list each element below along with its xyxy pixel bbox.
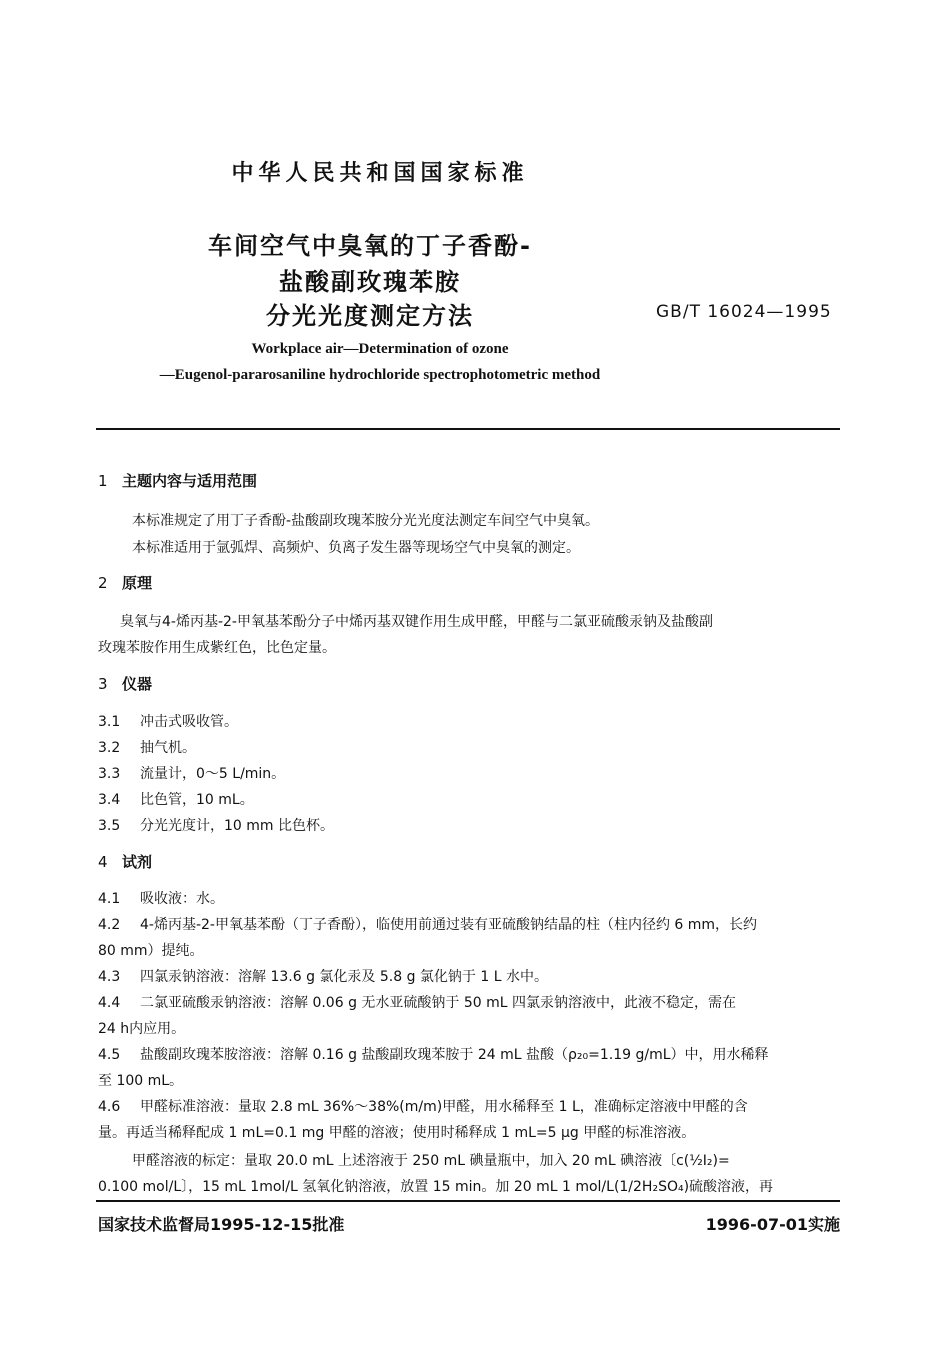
section-4-heading [98, 851, 152, 872]
list-item [98, 888, 224, 908]
list-item [98, 914, 757, 934]
item-text: 盐酸副玫瑰苯胺溶液：溶解 0.16 g 盐酸副玫瑰苯胺于 24 mL 盐酸（ρ₂₀=1.19 g/mL）中，用水稀释 [140, 1047, 769, 1063]
item-text: 甲醛标准溶液：量取 2.8 mL 36%～38%(m/m)甲醛，用水稀释至 1 L，准确标定溶液中甲醛的含 [140, 1099, 748, 1115]
item-number: 3.3 [98, 766, 121, 782]
item-number: 4.4 [98, 995, 121, 1011]
section-2-heading [98, 572, 152, 593]
item-continuation: 24 h内应用。 [98, 1021, 186, 1037]
item-number: 4.1 [98, 891, 121, 907]
item-text: 吸收液：水。 [140, 891, 224, 907]
section-title: 主题内容与适用范围 [122, 472, 258, 490]
item-number: 4.2 [98, 917, 121, 933]
list-item [98, 1044, 769, 1064]
item-text: 冲击式吸收管。 [140, 714, 238, 730]
section-number: 4 [98, 853, 108, 871]
item-number: 3.4 [98, 792, 121, 808]
item-text: 抽气机。 [140, 740, 196, 756]
item-number: 3.5 [98, 818, 121, 834]
paragraph-line: 臭氧与4-烯丙基-2-甲氧基苯酚分子中烯丙基双键作用生成甲醛，甲醛与二氯亚硫酸汞钠及盐酸副 [120, 614, 713, 630]
list-item [98, 815, 334, 835]
list-item [98, 789, 254, 809]
list-item [98, 992, 736, 1012]
list-item [98, 711, 238, 731]
item-number: 3.1 [98, 714, 121, 730]
section-1-heading [98, 470, 257, 491]
section-number: 1 [98, 472, 108, 490]
item-text: 比色管，10 mL。 [140, 792, 254, 808]
item-text: 4-烯丙基-2-甲氧基苯酚（丁子香酚），临使用前通过装有亚硫酸钠结晶的柱（柱内径约 6 mm，长约 [140, 917, 758, 933]
list-item [98, 737, 196, 757]
national-standard-label: 中华人民共和国国家标准 [231, 161, 529, 186]
header-divider [96, 428, 840, 430]
item-text: 四氯汞钠溶液：溶解 13.6 g 氯化汞及 5.8 g 氯化钠于 1 L 水中。 [140, 969, 548, 985]
english-title-line-1: Workplace air—Determination of ozone [251, 341, 509, 357]
footer-divider [96, 1200, 840, 1202]
approval-date: 国家技术监督局1995-12-15批准 [98, 1215, 345, 1234]
item-number: 4.6 [98, 1099, 121, 1115]
section-title: 仪器 [122, 675, 153, 693]
item-text: 分光光度计，10 mm 比色杯。 [140, 818, 334, 834]
section-number: 3 [98, 675, 108, 693]
paragraph-line: 玫瑰苯胺作用生成紫红色，比色定量。 [98, 640, 336, 656]
list-item [98, 763, 285, 783]
section-3-heading [98, 673, 152, 694]
effective-date: 1996-07-01实施 [705, 1215, 840, 1234]
item-continuation: 量。再适当稀释配成 1 mL=0.1 mg 甲醛的溶液；使用时稀释成 1 mL=5 μg 甲醛的标准溶液。 [98, 1125, 696, 1141]
paragraph: 本标准规定了用丁子香酚-盐酸副玫瑰苯胺分光光度法测定车间空气中臭氧。 [132, 513, 600, 529]
document-title-line-2: 盐酸副玫瑰苯胺 [279, 268, 461, 296]
english-title-line-2: —Eugenol-pararosaniline hydrochloride spectrophotometric method [159, 367, 601, 383]
item-number: 4.5 [98, 1047, 121, 1063]
paragraph-line: 甲醛溶液的标定：量取 20.0 mL 上述溶液于 250 mL 碘量瓶中，加入 20 mL 碘溶液〔c(½I₂)= [132, 1153, 730, 1169]
item-text: 二氯亚硫酸汞钠溶液：溶解 0.06 g 无水亚硫酸钠于 50 mL 四氯汞钠溶液中，此液不稳定，需在 [140, 995, 737, 1011]
paragraph-line: 0.100 mol/L〕，15 mL 1mol/L 氢氧化钠溶液，放置 15 min。加 20 mL 1 mol/L(1/2H₂SO₄)硫酸溶液，再 [98, 1179, 774, 1195]
section-number: 2 [98, 574, 108, 592]
item-continuation: 至 100 mL。 [98, 1073, 184, 1089]
document-title-line-1: 车间空气中臭氧的丁子香酚- [208, 232, 532, 260]
section-title: 原理 [122, 574, 153, 592]
list-item [98, 966, 548, 986]
item-text: 流量计，0～5 L/min。 [140, 766, 286, 782]
item-number: 4.3 [98, 969, 121, 985]
item-continuation: 80 mm）提纯。 [98, 943, 204, 959]
list-item [98, 1096, 748, 1116]
standard-code: GB/T 16024—1995 [656, 302, 832, 322]
section-title: 试剂 [122, 853, 153, 871]
item-number: 3.2 [98, 740, 121, 756]
paragraph: 本标准适用于氩弧焊、高频炉、负离子发生器等现场空气中臭氧的测定。 [132, 540, 580, 556]
document-title-line-3: 分光光度测定方法 [266, 302, 474, 330]
